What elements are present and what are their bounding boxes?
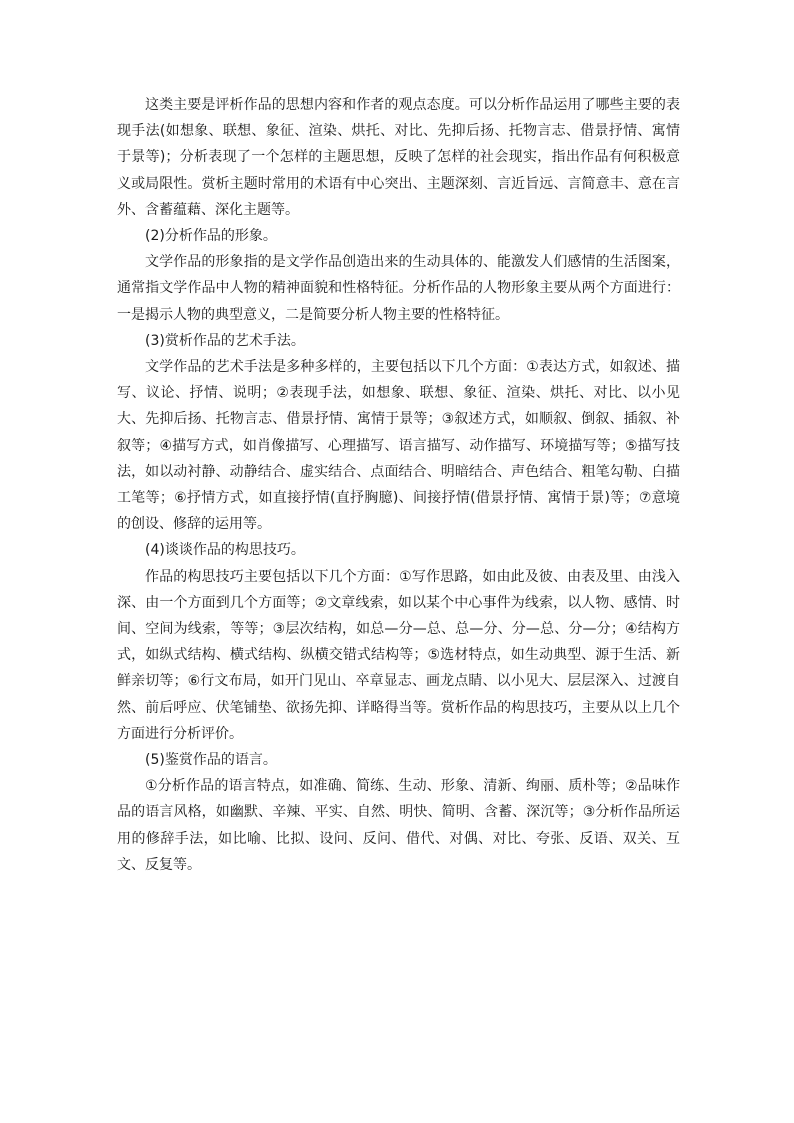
section-heading-language: (5)鉴赏作品的语言。 xyxy=(145,752,277,769)
document-body xyxy=(117,92,680,878)
language-paragraph: ①分析作品的语言特点，如准确、简练、生动、形象、清新、绚丽、质朴等；②品味作品的语言风格，如幽默、辛辣、平实、自然、明快、简明、含蓄、深沉等；③分析作品所运用的修辞手法，如比喻、比拟、设问、反问、借代、对偶、对比、夸张、反语、双关、互文、反复等。 xyxy=(117,778,680,873)
section-heading-image: (2)分析作品的形象。 xyxy=(145,228,277,245)
technique-paragraph: 文学作品的艺术手法是多种多样的，主要包括以下几个方面：①表达方式，如叙述、描写、议论、抒情、说明；②表现手法，如想象、联想、象征、渲染、烘托、对比、以小见大、先抑后扬、托物言志、借景抒情、寓情于景等；③叙述方式，如顺叙、倒叙、插叙、补叙等；④描写方式，如肖像描写、心理描写、语言描写、动作描写、环境描写等；⑤描写技法，如以动衬静、动静结合、虚实结合、点面结合、明暗结合、声色结合、粗笔勾勒、白描工笔等；⑥抒情方式，如直接抒情(直抒胸臆)、间接抒情(借景抒情、寓情于景)等；⑦意境的创设、修辞的运用等。 xyxy=(117,359,680,533)
image-paragraph: 文学作品的形象指的是文学作品创造出来的生动具体的、能激发人们感情的生活图案，通常指文学作品中人物的精神面貌和性格特征。分析作品的人物形象主要从两个方面进行：一是揭示人物的典型意义，二是简要分析人物主要的性格特征。 xyxy=(117,254,680,323)
section-heading-structure: (4)谈谈作品的构思技巧。 xyxy=(145,542,305,559)
intro-paragraph: 这类主要是评析作品的思想内容和作者的观点态度。可以分析作品运用了哪些主要的表现手法(如想象、联想、象征、渲染、烘托、对比、先抑后扬、托物言志、借景抒情、寓情于景等)；分析表现了一个怎样的主题思想，反映了怎样的社会现实，指出作品有何积极意义或局限性。赏析主题时常用的术语有中心突出、主题深刻、言近旨远、言简意丰、意在言外、含蓄蕴藉、深化主题等。 xyxy=(117,97,680,218)
section-heading-technique: (3)赏析作品的艺术手法。 xyxy=(145,332,305,349)
structure-paragraph: 作品的构思技巧主要包括以下几个方面：①写作思路，如由此及彼、由表及里、由浅入深、由一个方面到几个方面等；②文章线索，如以某个中心事件为线索，以人物、感情、时间、空间为线索，等等；③层次结构，如总—分—总、总—分、分—总、分—分；④结构方式，如纵式结构、横式结构、纵横交错式结构等；⑤选材特点，如生动典型、源于生活、新鲜亲切等；⑥行文布局，如开门见山、卒章显志、画龙点睛、以小见大、层层深入、过渡自然、前后呼应、伏笔铺垫、欲扬先抑、详略得当等。赏析作品的构思技巧，主要从以上几个方面进行分析评价。 xyxy=(117,568,680,742)
